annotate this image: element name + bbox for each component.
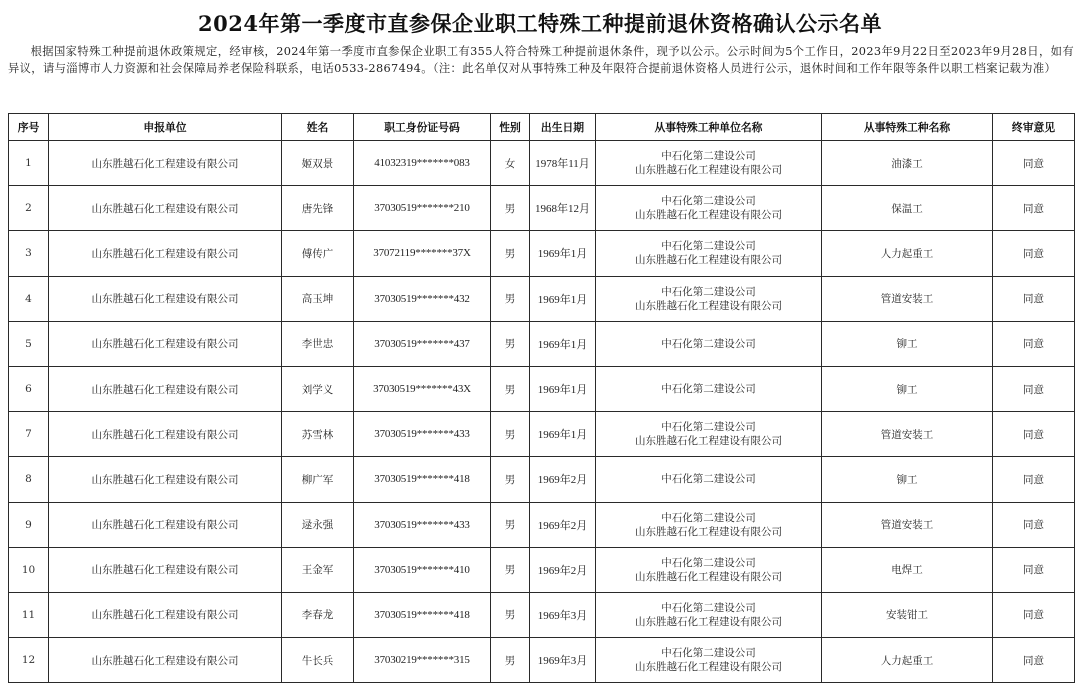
header-unit: 申报单位 — [49, 114, 282, 141]
cell-gender: 男 — [491, 638, 530, 683]
table-row — [9, 276, 1075, 321]
header-dob: 出生日期 — [530, 114, 596, 141]
cell-gender: 男 — [491, 231, 530, 276]
cell-seq: 10 — [9, 547, 49, 592]
cell-gender: 男 — [491, 502, 530, 547]
cell-id: 37030219*******315 — [354, 638, 491, 683]
cell-dob: 1969年2月 — [530, 457, 596, 502]
cell-seq: 4 — [9, 276, 49, 321]
cell-name: 傅传广 — [282, 231, 354, 276]
cell-job: 安装钳工 — [822, 592, 993, 637]
cell-gender: 男 — [491, 276, 530, 321]
cell-work-unit — [596, 276, 822, 321]
cell-unit: 山东胜越石化工程建设有限公司 — [49, 547, 282, 592]
cell-dob: 1969年1月 — [530, 366, 596, 411]
cell-job: 铆工 — [822, 366, 993, 411]
cell-opinion: 同意 — [993, 231, 1075, 276]
cell-opinion: 同意 — [993, 186, 1075, 231]
cell-job: 铆工 — [822, 457, 993, 502]
table-row — [9, 141, 1075, 186]
cell-opinion: 同意 — [993, 638, 1075, 683]
table-body — [9, 141, 1075, 683]
cell-id: 37030519*******210 — [354, 186, 491, 231]
cell-opinion: 同意 — [993, 457, 1075, 502]
header-seq: 序号 — [9, 114, 49, 141]
cell-work-unit — [596, 141, 822, 186]
work-unit-line-1: 中石化第二建设公司 — [661, 421, 756, 434]
table-row — [9, 457, 1075, 502]
cell-opinion: 同意 — [993, 547, 1075, 592]
cell-seq: 1 — [9, 141, 49, 186]
cell-opinion: 同意 — [993, 592, 1075, 637]
table-row — [9, 547, 1075, 592]
cell-name: 刘学义 — [282, 366, 354, 411]
cell-work-unit — [596, 321, 822, 366]
work-unit-line-1: 中石化第二建设公司 — [661, 285, 756, 298]
cell-dob: 1969年1月 — [530, 276, 596, 321]
cell-work-unit — [596, 231, 822, 276]
cell-unit: 山东胜越石化工程建设有限公司 — [49, 276, 282, 321]
cell-seq: 3 — [9, 231, 49, 276]
work-unit-line-2: 山东胜越石化工程建设有限公司 — [635, 570, 782, 583]
table-row — [9, 366, 1075, 411]
cell-unit: 山东胜越石化工程建设有限公司 — [49, 457, 282, 502]
cell-unit: 山东胜越石化工程建设有限公司 — [49, 502, 282, 547]
cell-gender: 男 — [491, 547, 530, 592]
cell-unit: 山东胜越石化工程建设有限公司 — [49, 321, 282, 366]
cell-dob: 1969年2月 — [530, 547, 596, 592]
cell-unit: 山东胜越石化工程建设有限公司 — [49, 141, 282, 186]
cell-gender: 男 — [491, 321, 530, 366]
cell-gender: 男 — [491, 457, 530, 502]
cell-job: 管道安装工 — [822, 276, 993, 321]
cell-work-unit — [596, 502, 822, 547]
cell-name: 王金军 — [282, 547, 354, 592]
cell-opinion: 同意 — [993, 412, 1075, 457]
cell-seq: 2 — [9, 186, 49, 231]
header-gender: 性别 — [491, 114, 530, 141]
cell-unit: 山东胜越石化工程建设有限公司 — [49, 366, 282, 411]
cell-work-unit — [596, 547, 822, 592]
cell-dob: 1969年3月 — [530, 638, 596, 683]
cell-gender: 男 — [491, 592, 530, 637]
work-unit-line-1: 中石化第二建设公司 — [661, 150, 756, 163]
cell-dob: 1969年1月 — [530, 412, 596, 457]
cell-id: 37030519*******43X — [354, 366, 491, 411]
cell-id: 37030519*******433 — [354, 502, 491, 547]
cell-seq: 5 — [9, 321, 49, 366]
cell-opinion: 同意 — [993, 141, 1075, 186]
cell-work-unit — [596, 186, 822, 231]
cell-gender: 女 — [491, 141, 530, 186]
cell-unit: 山东胜越石化工程建设有限公司 — [49, 638, 282, 683]
cell-seq: 12 — [9, 638, 49, 683]
work-unit-line-2: 山东胜越石化工程建设有限公司 — [635, 299, 782, 312]
cell-seq: 6 — [9, 366, 49, 411]
cell-id: 37030519*******410 — [354, 547, 491, 592]
cell-id: 37030519*******418 — [354, 592, 491, 637]
table-header-row — [9, 114, 1075, 141]
cell-dob: 1969年1月 — [530, 231, 596, 276]
cell-seq: 9 — [9, 502, 49, 547]
table-row — [9, 592, 1075, 637]
cell-name: 高玉坤 — [282, 276, 354, 321]
cell-name: 逯永强 — [282, 502, 354, 547]
cell-job: 电焊工 — [822, 547, 993, 592]
cell-dob: 1969年2月 — [530, 502, 596, 547]
work-unit-line-1: 中石化第二建设公司 — [661, 601, 756, 614]
work-unit-line-2: 山东胜越石化工程建设有限公司 — [635, 525, 782, 538]
header-work-unit: 从事特殊工种单位名称 — [596, 114, 822, 141]
cell-dob: 1969年3月 — [530, 592, 596, 637]
cell-name: 李世忠 — [282, 321, 354, 366]
retirement-roster-table — [8, 113, 1075, 683]
table-row — [9, 412, 1075, 457]
cell-opinion: 同意 — [993, 366, 1075, 411]
cell-name: 柳广军 — [282, 457, 354, 502]
cell-seq: 7 — [9, 412, 49, 457]
intro-paragraph: 根据国家特殊工种提前退休政策规定，经审核，2024年第一季度市直参保企业职工有355人符合特殊工种提前退休条件，现予以公示。公示时间为5个工作日，2023年9月22日至2023年9月28日，如有异议，请与淄博市人力资源和社会保障局养老保险科联系，电话0533-2867494。（注：此名单仅对从事特殊工种及年限符合提前退休资格人员进行公示，退休时间和工作年限等条件以职工档案记载为准） — [8, 45, 1074, 75]
cell-opinion: 同意 — [993, 321, 1075, 366]
work-unit-line-1: 中石化第二建设公司 — [661, 473, 756, 486]
cell-id: 41032319*******083 — [354, 141, 491, 186]
work-unit-line-1: 中石化第二建设公司 — [661, 195, 756, 208]
cell-name: 唐先锋 — [282, 186, 354, 231]
cell-id: 37030519*******418 — [354, 457, 491, 502]
table-row — [9, 231, 1075, 276]
work-unit-line-2: 山东胜越石化工程建设有限公司 — [635, 615, 782, 628]
cell-job: 人力起重工 — [822, 231, 993, 276]
cell-name: 苏雪林 — [282, 412, 354, 457]
cell-opinion: 同意 — [993, 502, 1075, 547]
cell-unit: 山东胜越石化工程建设有限公司 — [49, 592, 282, 637]
cell-dob: 1969年1月 — [530, 321, 596, 366]
cell-seq: 11 — [9, 592, 49, 637]
work-unit-line-1: 中石化第二建设公司 — [661, 337, 756, 350]
work-unit-line-1: 中石化第二建设公司 — [661, 511, 756, 524]
table-row — [9, 502, 1075, 547]
work-unit-line-2: 山东胜越石化工程建设有限公司 — [635, 661, 782, 674]
header-id: 职工身份证号码 — [354, 114, 491, 141]
cell-gender: 男 — [491, 186, 530, 231]
cell-opinion: 同意 — [993, 276, 1075, 321]
cell-job: 油漆工 — [822, 141, 993, 186]
cell-id: 37072119*******37X — [354, 231, 491, 276]
cell-dob: 1968年12月 — [530, 186, 596, 231]
cell-id: 37030519*******432 — [354, 276, 491, 321]
cell-work-unit — [596, 592, 822, 637]
header-name: 姓名 — [282, 114, 354, 141]
cell-dob: 1978年11月 — [530, 141, 596, 186]
work-unit-line-2: 山东胜越石化工程建设有限公司 — [635, 209, 782, 222]
table-row — [9, 321, 1075, 366]
cell-name: 牛长兵 — [282, 638, 354, 683]
cell-id: 37030519*******437 — [354, 321, 491, 366]
work-unit-line-2: 山东胜越石化工程建设有限公司 — [635, 435, 782, 448]
cell-job: 管道安装工 — [822, 502, 993, 547]
cell-gender: 男 — [491, 366, 530, 411]
header-job: 从事特殊工种名称 — [822, 114, 993, 141]
cell-unit: 山东胜越石化工程建设有限公司 — [49, 231, 282, 276]
work-unit-line-2: 山东胜越石化工程建设有限公司 — [635, 164, 782, 177]
page-title: 2024年第一季度市直参保企业职工特殊工种提前退休资格确认公示名单 — [198, 11, 882, 36]
cell-work-unit — [596, 366, 822, 411]
cell-name: 李春龙 — [282, 592, 354, 637]
cell-work-unit — [596, 638, 822, 683]
cell-gender: 男 — [491, 412, 530, 457]
cell-work-unit — [596, 457, 822, 502]
work-unit-line-2: 山东胜越石化工程建设有限公司 — [635, 254, 782, 267]
table-row — [9, 186, 1075, 231]
header-opinion: 终审意见 — [993, 114, 1075, 141]
work-unit-line-1: 中石化第二建设公司 — [661, 240, 756, 253]
cell-name: 姬双景 — [282, 141, 354, 186]
cell-unit: 山东胜越石化工程建设有限公司 — [49, 186, 282, 231]
cell-seq: 8 — [9, 457, 49, 502]
work-unit-line-1: 中石化第二建设公司 — [661, 556, 756, 569]
cell-unit: 山东胜越石化工程建设有限公司 — [49, 412, 282, 457]
work-unit-line-1: 中石化第二建设公司 — [661, 383, 756, 396]
cell-job: 保温工 — [822, 186, 993, 231]
table-row — [9, 638, 1075, 683]
cell-job: 人力起重工 — [822, 638, 993, 683]
cell-job: 管道安装工 — [822, 412, 993, 457]
cell-work-unit — [596, 412, 822, 457]
cell-id: 37030519*******433 — [354, 412, 491, 457]
work-unit-line-1: 中石化第二建设公司 — [661, 647, 756, 660]
cell-job: 铆工 — [822, 321, 993, 366]
